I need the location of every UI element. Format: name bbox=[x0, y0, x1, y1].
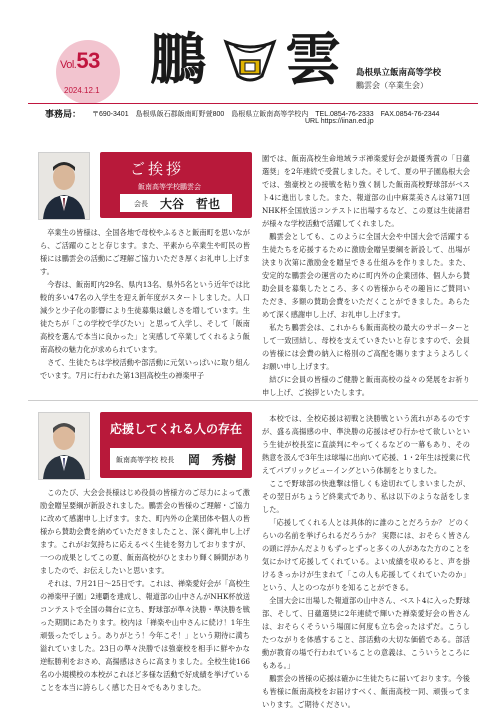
greeting-author: 大谷 哲也 bbox=[160, 197, 221, 211]
principal-paragraph: それは、7月21日〜25日です。これは、禅楽愛好会が「高校生の禅楽甲子園」2連覇を達成し、報道部の山中さんがNHK杯放送コンテストで全国の舞台に立ち、野球部が準々決勝・準決勝を戦った期間にあたります。校内は「禅楽や山中さんに続け！1年生頑張ったでしょう。ありがとう！今年こそ！」という期待に満ち溢れていました。23日の準々決勝では強豪校を相手に鮮やかな逆転勝利をおさめ、高揚感はさらに高まりました。全校生徒166名の小規模校の本校がこれほど多様な活動で好成績を挙げていることを本当に誇らしく感じた日々でもありました。 bbox=[40, 579, 250, 692]
greeting-banner bbox=[100, 152, 252, 218]
greeting-author-box bbox=[120, 194, 232, 212]
publication-name: 鵬雲会（卒業生会） bbox=[356, 81, 428, 90]
principal-banner bbox=[100, 412, 252, 478]
chairman-photo bbox=[38, 152, 90, 220]
principal-right-column bbox=[262, 412, 470, 711]
section-divider bbox=[28, 400, 478, 401]
greeting-paragraph: 今春は、飯南町内29名、県内13名、県外5名という近年では比較的多い47名の入学生を迎え新年度がスタートしました。人口減少と少子化の影響により生徒募集は厳しさを増しています。生徒たちが「この学校で学びたい」と思って入学し、そして「飯南高校を選んで本当に良かった」と実感して卒業してくれるよう飯南高校の魅力化が求められています。 bbox=[40, 280, 250, 354]
office-url[interactable]: URL https://iinan.ed.jp bbox=[305, 118, 374, 125]
principal-paragraph: ここで野球部の快進撃は惜しくも途切れてしまいましたが、その翌日がちょうど終業式であり、私は以下のような話をしました。 bbox=[262, 479, 470, 514]
principal-paragraph: 全国大会に出場した報道部の山中さん、ベスト4に入った野球部、そして、日蘊選奨に2年連続で輝いた禅楽愛好会の皆さんは、おそらくそういう場面に何度も立ち会ったはずだ。こうしたつながりを体感すること、部活動の大切な価値である。部活動が教育の場で行われていることの意義は、こういうところにもある。」 bbox=[262, 596, 470, 670]
greeting-role: 会長 bbox=[134, 200, 148, 208]
principal-role: 飯南高等学校 校長 bbox=[116, 456, 175, 464]
greeting-paragraph: さて、生徒たちは学校活動や部活動に元気いっぱいに取り組んでいます。7月に行われた第13回高校生の禅楽甲子 bbox=[40, 358, 250, 380]
greeting-paragraph: 卒業生の皆様は、全国各地で母校やふるさと飯南町を思いながら、ご活躍のことと存じます。また、平素から卒業生や町民の皆様には鵬雲会の活動にご理解ご協力いただき厚くお礼申し上げます。 bbox=[40, 228, 250, 276]
greeting-paragraph: 私たち鵬雲会は、これからも飯南高校の最大のサポーターとして一致団結し、母校を支えていきたいと存じますので、会員の皆様には会費の納入に格別のご高配を賜りますようよろしくお願い申し上げます。 bbox=[262, 323, 470, 371]
principal-paragraph: 鵬雲会の皆様の応援は確かに生徒たちに届いております。今後も皆様に飯南高校をお届けすべく、飯南高校一同、頑張ってまいります。ご期待ください。 bbox=[262, 674, 470, 709]
masthead-left-char: 鵬 bbox=[150, 27, 206, 93]
volume-number: Vol.53 bbox=[60, 48, 100, 73]
principal-author: 岡 秀樹 bbox=[188, 453, 237, 467]
masthead-right-char: 雲 bbox=[285, 27, 341, 93]
school-name: 島根県立飯南高等学校 bbox=[356, 67, 442, 77]
principal-paragraph: 「応援してくれる人とは具体的に誰のことだろうか？ どのくらいの名前を挙げられるだろうか？ 実際には、おそらく皆さんの頭に浮かんだよりもずっとずっと多くの人があなた方のことを気にかけて応援してくれている。よい成績を収めると、声を掛けるきっかけが生まれて「この人も応援してくれていたのか」という、人とのつながりを知ることができる。 bbox=[262, 518, 470, 592]
school-emblem-icon bbox=[222, 38, 278, 88]
principal-left-column bbox=[40, 486, 250, 694]
principal-title: 応援してくれる人の存在 bbox=[110, 422, 243, 436]
greeting-left-column bbox=[40, 226, 250, 382]
principal-paragraph: 本校では、全校応援は初戦と決勝戦という流れがあるのですが、盛る高揚感の中、準決勝の応援はぜひ行かせて欲しいという生徒が校長室に直談判にやってくるなどの一幕もあり、その熱意を汲んで3年生は球場に出向いて応援、1・2年生は授業に代えてパブリックビューイングという体制をとりました。 bbox=[262, 414, 470, 475]
office-address: 〒690-3401 島根県飯石郡飯南町野萱800 島根県立飯南高等学校内 TEL.0854-76-2333 FAX.0854-76-2344 bbox=[92, 111, 440, 118]
greeting-title: ご挨拶 bbox=[130, 160, 185, 178]
principal-paragraph: このたび、大会会長様はじめ役員の皆様方のご尽力によって激励金贈呈要綱が新設されました。鵬雲会の皆様のご理解・ご協力に改めて感謝申し上げます。また、町内外の企業団体や個人の皆様から賛助会費を納めていただきましたこと、深く御礼申し上げます。これがお気持ちに応えるべく生徒を努力しておりますが、一つの成果としてこの夏、飯南高校がひとまわり輝く瞬間がありましたので、お伝えしたいと思います。 bbox=[40, 488, 250, 575]
principal-author-box bbox=[110, 448, 242, 470]
greeting-paragraph: 鵬雲会としても、このように全国大会や中国大会で活躍する生徒たちを応援するために激励金贈呈要綱を新設して、出場が決まり次第に激励金を贈呈できる仕組みを作りました。また、安定的な鵬雲会の運営のために町内外の企業団体、個人から賛助会員を募集したところ、多くの皆様からその趣旨にご賛同いただき、多額の賛助会費をいただくことができました。あらためて深く感謝申し上げ、お礼申し上げます。 bbox=[262, 232, 470, 319]
greeting-paragraph: 結びに会員の皆様のご健勝と飯南高校の益々の発展をお祈り申し上げ、ご挨拶といたします。 bbox=[262, 375, 470, 397]
office-label: 事務局： bbox=[45, 109, 82, 119]
principal-photo bbox=[38, 412, 90, 480]
greeting-right-column bbox=[262, 152, 470, 399]
issue-date: 2024.12.1 bbox=[64, 86, 100, 95]
header-divider bbox=[28, 103, 478, 104]
person-portrait-icon bbox=[39, 413, 89, 479]
greeting-paragraph: 園では、飯南高校生命地域ラボ禅楽愛好会が最優秀賞の「日蘊選奨」を2年連続で受賞しました。そして、夏の甲子園島根大会では、強豪校との接戦を粘り強く制した飯南高校野球部がベスト4に進出しました。また、報道部の山中麻菜美さんは第71回NHK杯全国放送コンテストに出場するなど、この夏は生徒諸君が様々な学校活動で活躍してくれました。 bbox=[262, 154, 470, 228]
greeting-org: 飯南高等学校鵬雲会 bbox=[138, 183, 201, 191]
person-portrait-icon bbox=[39, 153, 89, 219]
